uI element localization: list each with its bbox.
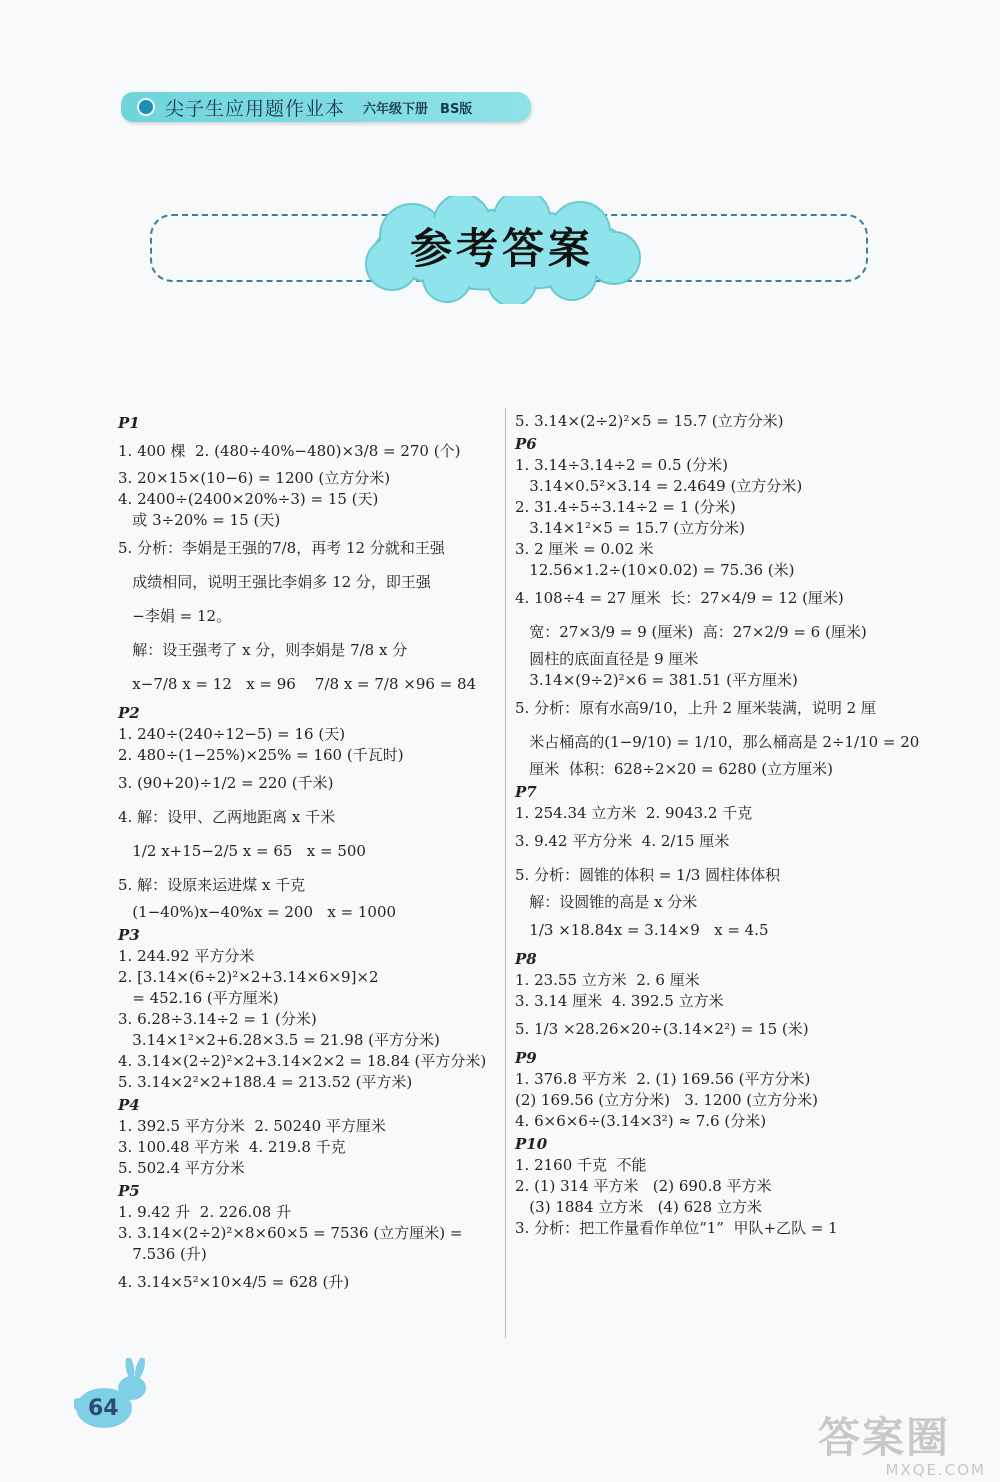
- answer-line: 3. (90+20)÷1/2 = 220 (千米): [118, 774, 334, 792]
- answer-line: 或 3÷20% = 15 (天): [118, 511, 281, 529]
- section-label: P5: [118, 1182, 140, 1200]
- answer-line: 5. 分析：圆锥的体积 = 1/3 圆柱体体积: [515, 866, 781, 884]
- answer-line: 解：设王强考了 x 分，则李娟是 7/8 x 分: [118, 641, 408, 659]
- answer-line: 5. 3.14×(2÷2)²×5 = 15.7 (立方分米): [515, 412, 784, 430]
- answer-line: 12.56×1.2÷(10×0.02) = 75.36 (米): [515, 561, 795, 579]
- answer-line: 5. 3.14×2²×2+188.4 = 213.52 (平方米): [118, 1073, 413, 1091]
- answer-line: 5. 502.4 平方分米: [118, 1159, 245, 1177]
- answer-line: 4. 3.14×5²×10×4/5 = 628 (升): [118, 1273, 350, 1291]
- answer-line: 1/3 ×18.84x = 3.14×9 x = 4.5: [515, 921, 769, 939]
- watermark-bottom: MXQE.COM: [885, 1461, 986, 1479]
- answer-line: 2. [3.14×(6÷2)²×2+3.14×6×9]×2: [118, 968, 379, 986]
- answer-line: 5. 解：设原来运进煤 x 千克: [118, 876, 306, 894]
- section-label: P3: [118, 926, 140, 944]
- answer-line: (1−40%)x−40%x = 200 x = 1000: [118, 903, 397, 921]
- book-version: BS版: [440, 101, 473, 117]
- answer-line: 宽：27×3/9 = 9 (厘米) 高：27×2/9 = 6 (厘米): [515, 623, 867, 641]
- answer-line: 3. 100.48 平方米 4. 219.8 千克: [118, 1138, 346, 1156]
- answer-line: 3. 3.14 厘米 4. 392.5 立方米: [515, 992, 724, 1010]
- answer-line: 成绩相同，说明王强比李娟多 12 分，即王强: [118, 573, 431, 591]
- answer-line: 1/2 x+15−2/5 x = 65 x = 500: [118, 842, 366, 860]
- section-label: P2: [118, 704, 140, 722]
- answer-line: 圆柱的底面直径是 9 厘米: [515, 650, 699, 668]
- answer-line: 4. 3.14×(2÷2)²×2+3.14×2×2 = 18.84 (平方分米): [118, 1052, 487, 1070]
- answer-line: 1. 244.92 平方分米: [118, 947, 255, 965]
- book-header: [121, 92, 531, 122]
- answer-line: 3. 分析：把工作量看作单位“1” 甲队+乙队 = 1: [515, 1219, 838, 1237]
- book-title: 尖子生应用题作业本: [165, 97, 346, 120]
- watermark-top: 答案圈: [818, 1413, 951, 1462]
- answer-line: 5. 1/3 ×28.26×20÷(3.14×2²) = 15 (米): [515, 1020, 809, 1038]
- answer-line: = 452.16 (平方厘米): [118, 989, 279, 1007]
- answer-line: 1. 2160 千克 不能: [515, 1156, 647, 1174]
- answer-line: 1. 400 棵 2. (480÷40%−480)×3/8 = 270 (个): [118, 442, 461, 460]
- answer-line: 3.14×1²×5 = 15.7 (立方分米): [515, 519, 745, 537]
- answer-line: 1. 23.55 立方米 2. 6 厘米: [515, 971, 700, 989]
- answer-line: 7.536 (升): [118, 1245, 207, 1263]
- book-grade: 六年级下册: [363, 101, 429, 117]
- answer-title: 参考答案: [409, 224, 594, 273]
- answer-line: 2. 31.4÷5÷3.14÷2 = 1 (分米): [515, 498, 736, 516]
- answer-line: 4. 2400÷(2400×20%÷3) = 15 (天): [118, 490, 379, 508]
- answer-line: −李娟 = 12。: [118, 607, 232, 625]
- section-label: P8: [515, 950, 537, 968]
- answer-line: 4. 6×6×6÷(3.14×3²) ≈ 7.6 (分米): [515, 1112, 767, 1130]
- answer-line: (3) 1884 立方米 (4) 628 立方米: [515, 1198, 762, 1216]
- watermark: [818, 1405, 998, 1480]
- answer-line: 厘米 体积：628÷2×20 = 6280 (立方厘米): [515, 760, 833, 778]
- answer-line: 1. 240÷(240÷12−5) = 16 (天): [118, 725, 346, 743]
- answer-line: 3.14×(9÷2)²×6 = 381.51 (平方厘米): [515, 671, 798, 689]
- answer-line: 2. (1) 314 平方米 (2) 690.8 平方米: [515, 1177, 772, 1195]
- left-answer-column: [118, 411, 498, 1299]
- page-number: 64: [88, 1396, 119, 1421]
- section-label: P10: [515, 1135, 548, 1153]
- answer-line: 3.14×0.5²×3.14 = 2.4649 (立方分米): [515, 477, 803, 495]
- answer-line: 3. 9.42 平方分米 4. 2/15 厘米: [515, 832, 730, 850]
- answer-line: 5. 分析：李娟是王强的7/8，再考 12 分就和王强: [118, 539, 445, 557]
- answer-line: 3. 20×15×(10−6) = 1200 (立方分米): [118, 469, 391, 487]
- right-answer-column: [515, 411, 920, 1239]
- answer-line: 3. 3.14×(2÷2)²×8×60×5 = 7536 (立方厘米) =: [118, 1224, 463, 1242]
- answer-line: 米占桶高的(1−9/10) = 1/10，那么桶高是 2÷1/10 = 20: [515, 733, 920, 751]
- answer-line: 5. 分析：原有水高9/10，上升 2 厘米装满，说明 2 厘: [515, 699, 876, 717]
- book-logo-icon: [137, 98, 155, 116]
- answer-line: 1. 9.42 升 2. 226.08 升: [118, 1203, 292, 1221]
- answer-line: 3. 6.28÷3.14÷2 = 1 (分米): [118, 1010, 317, 1028]
- answer-line: 4. 解：设甲、乙两地距离 x 千米: [118, 808, 336, 826]
- answer-line: x−7/8 x = 12 x = 96 7/8 x = 7/8 ×96 = 84: [118, 675, 477, 693]
- answer-line: (2) 169.56 (立方分米) 3. 1200 (立方分米): [515, 1091, 819, 1109]
- answer-line: 解：设圆锥的高是 x 分米: [515, 893, 698, 911]
- answer-line: 3. 2 厘米 = 0.02 米: [515, 540, 654, 558]
- answer-line: 3.14×1²×2+6.28×3.5 = 21.98 (平方分米): [118, 1031, 440, 1049]
- answer-line: 1. 392.5 平方分米 2. 50240 平方厘米: [118, 1117, 386, 1135]
- answer-line: 1. 3.14÷3.14÷2 = 0.5 (分米): [515, 456, 728, 474]
- answer-line: 1. 376.8 平方米 2. (1) 169.56 (平方分米): [515, 1070, 811, 1088]
- section-label: P4: [118, 1096, 140, 1114]
- answer-line: 2. 480÷(1−25%)×25% = 160 (千瓦时): [118, 746, 404, 764]
- section-label: P6: [515, 435, 537, 453]
- answer-line: 4. 108÷4 = 27 厘米 长：27×4/9 = 12 (厘米): [515, 589, 844, 607]
- section-label: P1: [118, 414, 140, 432]
- section-label: P9: [515, 1049, 537, 1067]
- answer-line: 1. 254.34 立方米 2. 9043.2 千克: [515, 804, 753, 822]
- section-label: P7: [515, 783, 537, 801]
- column-divider: [505, 408, 506, 1338]
